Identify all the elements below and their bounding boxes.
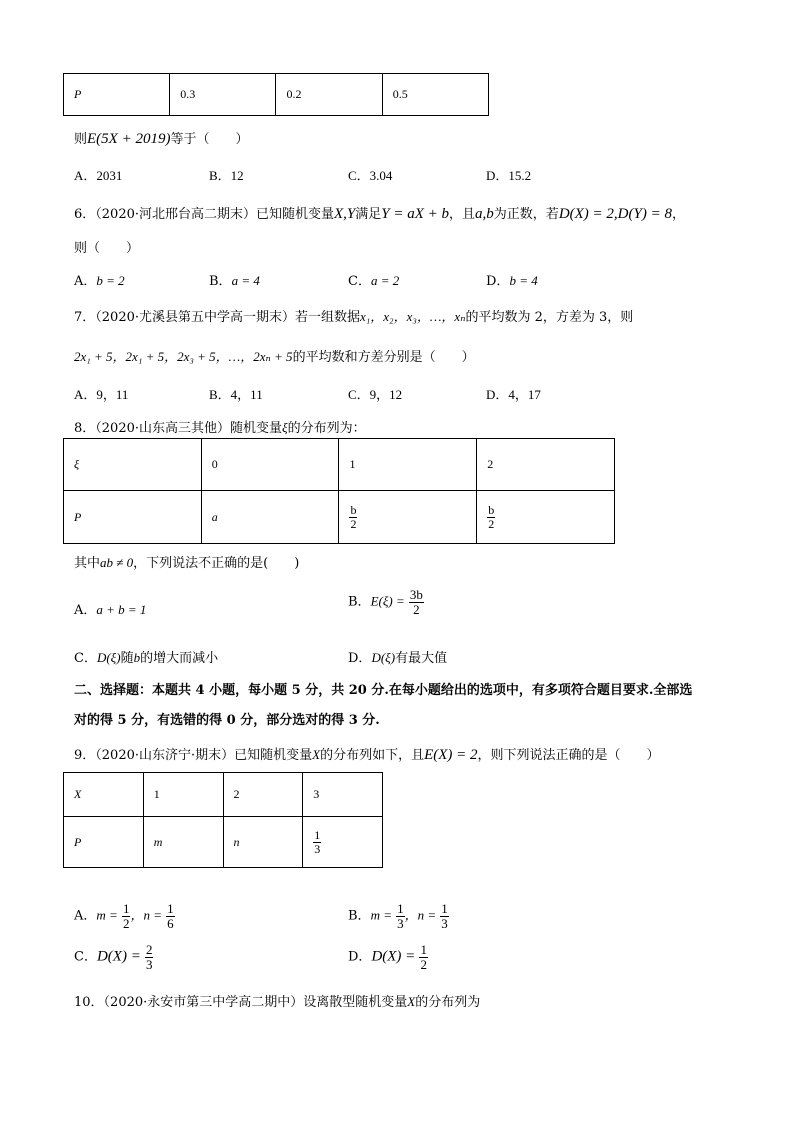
q7-option-a[interactable]: A．9，11 bbox=[74, 387, 129, 402]
q7-option-b[interactable]: B．4，11 bbox=[209, 387, 263, 402]
q8-option-a[interactable]: A．a + b = 1 bbox=[74, 602, 147, 618]
q8-option-d[interactable]: D．D(ξ)有最大值 bbox=[348, 650, 448, 666]
q6-line2: 则（ ） bbox=[74, 241, 140, 256]
q8-question: 8．（2020·山东高三其他）随机变量ξ的分布列为： bbox=[74, 420, 366, 436]
q6-option-b[interactable]: B．a = 4 bbox=[209, 273, 260, 289]
q7-option-d[interactable]: D．4，17 bbox=[486, 387, 541, 402]
q5-table-cell: 0.5 bbox=[382, 74, 488, 116]
q6-option-c[interactable]: C．a = 2 bbox=[348, 273, 400, 289]
fraction: $\frac{b}{2}$ bbox=[488, 502, 495, 531]
q5-option-c[interactable]: C．3.04 bbox=[348, 168, 393, 183]
q8-table: ξ 0 1 2 P a $\frac{b}{2}$ $\frac{b}{2}$ bbox=[63, 438, 615, 544]
section2-line2: 对的得 5 分，有选错的得 0 分，部分选对的得 3 分. bbox=[74, 713, 380, 728]
q7-option-c[interactable]: C．9，12 bbox=[348, 387, 403, 402]
q8-option-c[interactable]: C．D(ξ)随b的增大而减小 bbox=[74, 650, 219, 666]
q9-option-d[interactable]: D．D(X) = $\frac{1}{2}$ bbox=[348, 942, 427, 972]
q9-option-c[interactable]: C．D(X) = $\frac{2}{3}$ bbox=[74, 942, 153, 972]
q6-option-a[interactable]: A．b = 2 bbox=[74, 273, 125, 289]
q9-option-b[interactable]: B．m = $\frac{1}{3}$ ，n = $\frac{1}{3}$ bbox=[348, 901, 448, 931]
q8-option-b[interactable]: B．E(ξ) = $\frac{3b}{2}$ bbox=[348, 587, 423, 617]
q6-option-d[interactable]: D．b = 4 bbox=[486, 273, 538, 289]
q5-table bbox=[63, 73, 489, 116]
q7-question: 7．（2020·尤溪县第五中学高一期末）若一组数据x₁，x₂，x₃，…，xₙ的平均数为 2，方差为 3，则 bbox=[74, 309, 634, 325]
q5-option-b[interactable]: B．12 bbox=[209, 168, 244, 183]
section2-line1: 二、选择题：本题共 4 小题，每小题 5 分，共 20 分.在每小题给出的选项中，有多项符合题目要求.全部选 bbox=[74, 683, 693, 698]
q5-table-label: P bbox=[64, 74, 170, 116]
q5-table-cell: 0.2 bbox=[276, 74, 382, 116]
q6-question: 6．（2020·河北邢台高二期末）已知随机变量X,Y满足Y = aX + b，且a,b为正数，若D(X) = 2,D(Y) = 8， bbox=[74, 206, 685, 222]
fraction: $\frac{3b}{2}$ bbox=[409, 587, 423, 617]
fraction: $\frac{1}{3}$ bbox=[314, 827, 321, 856]
q8-note: 其中ab ≠ 0，下列说法不正确的是( ) bbox=[74, 555, 300, 571]
fraction: $\frac{b}{2}$ bbox=[350, 502, 357, 531]
q5-question: 则E(5X + 2019)等于（ ） bbox=[74, 131, 249, 147]
q5-table-cell: 0.3 bbox=[170, 74, 276, 116]
q5-option-a[interactable]: A．2031 bbox=[74, 168, 123, 183]
q9-question: 9．（2020·山东济宁·期末）已知随机变量X的分布列如下，且E(X) = 2，则下列说法正确的是（ ） bbox=[74, 747, 660, 763]
q9-table: X 1 2 3 P m n $\frac{1}{3}$ bbox=[63, 772, 383, 868]
q9-option-a[interactable]: A．m = $\frac{1}{2}$ ，n = $\frac{1}{6}$ bbox=[74, 901, 174, 931]
q5-option-d[interactable]: D．15.2 bbox=[486, 168, 532, 183]
q10-question: 10．（2020·永安市第三中学高二期中）设离散型随机变量X的分布列为 bbox=[74, 994, 481, 1010]
q7-line2: 2x₁ + 5，2x₁ + 5，2x₃ + 5，…，2xₙ + 5的平均数和方差分别是（ ） bbox=[74, 349, 475, 365]
